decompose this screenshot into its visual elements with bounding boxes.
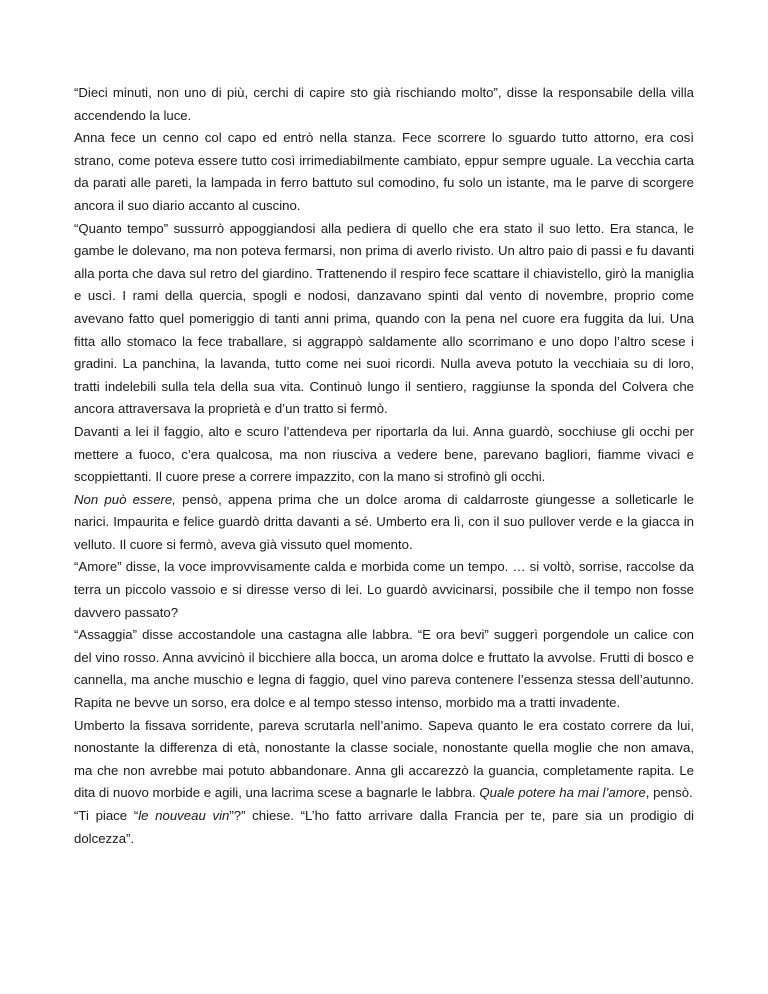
paragraph-7: “Assaggia” disse accostandole una castagna alle labbra. “E ora bevi” suggerì porgendole un calice con del vino rosso. Anna avvicinò il bicchiere alla bocca, un aroma dolce e fruttato la avvolse. Frutti di bosco e cannella, ma anche muschio e legna di faggio, quel vino pareva contenere l’essenza stessa dell’autunno. Rapita ne bevve un sorso, era dolce e al tempo stesso intenso, morbido ma a tratti invadente. bbox=[74, 627, 694, 711]
paragraph-8-text: Umberto la fissava sorridente, pareva scrutarla nell’animo. Sapeva quanto le era costato correre da lui, nonostante la differenza di età, nonostante la classe sociale, nonostante quella moglie che non amava, ma che non avrebbe mai potuto abbandonare. Anna gli accarezzò la guancia, completamente rapita. Le dita di nuovo morbide e agili, una lacrima scese a bagnarle le labbra. bbox=[74, 717, 694, 801]
paragraph-5-italic: Non può essere, bbox=[74, 491, 176, 507]
document-body bbox=[74, 82, 694, 850]
paragraph-8 bbox=[74, 715, 694, 805]
paragraph-4: Davanti a lei il faggio, alto e scuro l’attendeva per riportarla da lui. Anna guardò, socchiuse gli occhi per mettere a fuoco, c’era qualcosa, ma non riusciva a vedere bene, parevano bagliori, fiamme vivaci e scoppiettanti. Il cuore prese a correre impazzito, con la mano si strofinò gli occhi. bbox=[74, 423, 694, 485]
paragraph-8-italic: Quale potere ha mai l’amore bbox=[479, 785, 646, 801]
paragraph-3: “Quanto tempo” sussurrò appoggiandosi alla pediera di quello che era stato il suo letto. Era stanca, le gambe le dolevano, ma non poteva fermarsi, non prima di averlo rivisto. Un altro paio di passi e fu davanti alla porta che dava sul retro del giardino. Trattenendo il respiro fece scattare il chiavistello, girò la maniglia e uscì. I rami della quercia, spogli e nodosi, danzavano spinti dal vento di novembre, proprio come avevano fatto quel pomeriggio di tanti anni prima, quando con la pena nel cuore era fuggita da lui. Una fitta allo stomaco la fece traballare, si aggrappò saldamente allo scorrimano e uno dopo l’altro scese i gradini. La panchina, la lavanda, tutto come nei suoi ricordi. Nulla aveva potuto la vecchiaia su di loro, tratti indelebili sulla tela della sua vita. Continuò lungo il sentiero, raggiunse la sponda del Colvera che ancora attraversava la proprietà e d’un tratto si fermò. bbox=[74, 220, 694, 417]
paragraph-6: “Amore” disse, la voce improvvisamente calda e morbida come un tempo. … si voltò, sorrise, raccolse da terra un piccolo vassoio e si diresse verso di lei. Lo guardò avvicinarsi, possibile che il tempo non fosse davvero passato? bbox=[74, 559, 694, 620]
paragraph-5-text: pensò, appena prima che un dolce aroma di caldarroste giungesse a solleticarle le narici. Impaurita e felice guardò dritta davanti a sé. Umberto era lì, con il suo pullover verde e la giacca in velluto. Il cuore si fermò, aveva già vissuto quel momento. bbox=[74, 491, 694, 552]
paragraph-8-end: , pensò. bbox=[645, 785, 693, 801]
paragraph-9-italic: le nouveau vin bbox=[138, 808, 230, 823]
paragraph-5 bbox=[74, 489, 694, 557]
paragraph-9 bbox=[74, 805, 694, 850]
paragraph-9-start: “Ti piace “ bbox=[74, 808, 139, 823]
paragraph-1: “Dieci minuti, non uno di più, cerchi di capire sto già rischiando molto”, disse la responsabile della villa accendendo la luce. bbox=[74, 85, 694, 123]
paragraph-9-end: ”?” chiese. “L’ho fatto arrivare dalla Francia per te, pare sia un prodigio di dolcezza”. bbox=[74, 808, 694, 846]
paragraph-2: Anna fece un cenno col capo ed entrò nella stanza. Fece scorrere lo sguardo tutto attorno, era così strano, come poteva essere tutto così irrimediabilmente cambiato, eppur sempre uguale. La vecchia carta da parati alle pareti, la lampada in ferro battuto sul comodino, fu solo un istante, ma le parve di scorgere ancora il suo diario accanto al cuscino. bbox=[74, 130, 694, 213]
